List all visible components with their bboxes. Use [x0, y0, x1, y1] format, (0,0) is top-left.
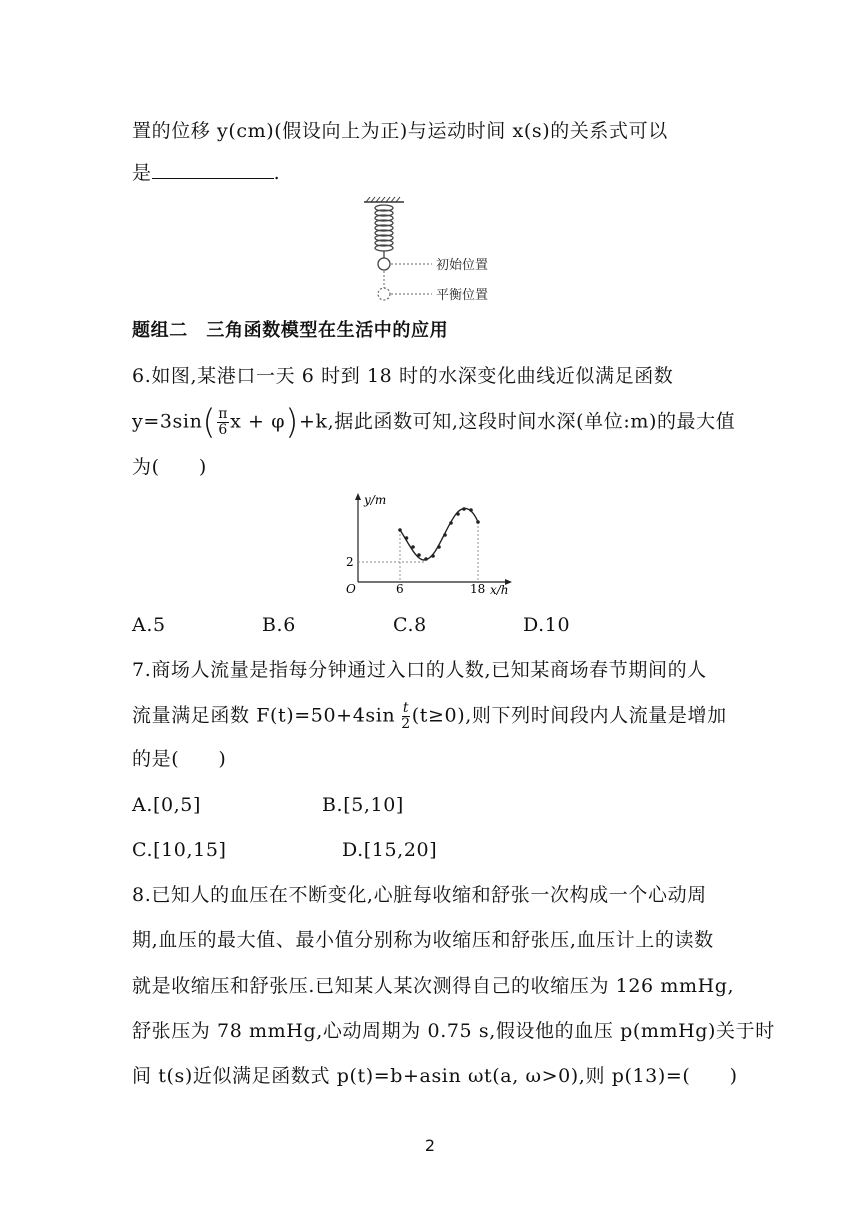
spring-figure — [360, 196, 510, 308]
x-tick-18: 18 — [470, 582, 486, 596]
q7-line-2-prefix: 流量满足函数 F(t)=50+4sin — [132, 704, 396, 727]
y-tick-2: 2 — [346, 555, 354, 569]
curve-point — [411, 545, 415, 549]
q8-line-5: 间 t(s)近似满足函数式 p(t)=b+asin ωt(a, ω>0),则 p(13)=( ) — [132, 1065, 738, 1087]
q7-line-3: 的是( ) — [132, 748, 227, 770]
q7-option-a: A.[0,5] — [132, 794, 202, 816]
fraction-pi-over-6 — [217, 407, 229, 438]
section-title: 题组二 三角函数模型在生活中的应用 — [132, 320, 449, 341]
left-paren: ( — [202, 402, 217, 443]
curve-point — [443, 533, 447, 537]
curve-point — [476, 520, 480, 524]
fraction-numerator: t — [402, 700, 410, 716]
label-initial-position: 初始位置 — [436, 258, 489, 273]
intro-line-2-prefix: 是 — [132, 162, 152, 184]
label-balance-position: 平衡位置 — [436, 288, 489, 303]
q6-water-depth-chart — [340, 490, 520, 596]
q6-option-c: C.8 — [393, 614, 427, 636]
curve-point — [417, 553, 421, 557]
fraction-denominator: 6 — [218, 422, 228, 438]
intro-line-2-suffix: . — [273, 162, 281, 184]
q8-line-4: 舒张压为 78 mmHg,心动周期为 0.75 s,假设他的血压 p(mmHg)关于时 — [132, 1020, 775, 1042]
q6-line-2 — [132, 402, 736, 443]
curve-point — [398, 528, 402, 532]
depth-curve — [400, 508, 478, 560]
q7-line-2-suffix: (t≥0),则下列时间段内人流量是增加 — [411, 704, 727, 727]
fraction-t-over-2 — [401, 701, 411, 732]
q8-line-3: 就是收缩压和舒张压.已知某人某次测得自己的收缩压为 126 mmHg, — [132, 975, 735, 997]
origin-label: O — [346, 582, 356, 596]
curve-point — [462, 507, 466, 511]
curve-point — [456, 512, 460, 516]
q8-line-2: 期,血压的最大值、最小值分别称为收缩压和舒张压,血压计上的读数 — [132, 929, 714, 951]
q6-line-2-suffix: +k,据此函数可知,这段时间水深(单位:m)的最大值 — [299, 410, 736, 433]
x-axis-label: x/h — [490, 583, 509, 596]
curve-point — [405, 536, 409, 540]
intro-line-1: 置的位移 y(cm)(假设向上为正)与运动时间 x(s)的关系式可以 — [132, 120, 668, 142]
q8-line-1: 8.已知人的血压在不断变化,心脏每收缩和舒张一次构成一个心动周 — [132, 884, 707, 906]
page-number: 2 — [424, 1136, 436, 1155]
curve-point — [469, 508, 473, 512]
q7-option-c: C.[10,15] — [132, 839, 227, 861]
answer-blank — [152, 160, 274, 179]
intro-line-2 — [132, 160, 280, 186]
q6-formula-mid: x + φ — [230, 410, 286, 433]
q7-option-d: D.[15,20] — [342, 839, 438, 861]
y-axis-label: y/m — [364, 493, 387, 507]
q7-line-1: 7.商场人流量是指每分钟通过入口的人数,已知某商场春节期间的人 — [132, 659, 707, 681]
right-paren: ) — [285, 402, 299, 443]
q6-line-3: 为( ) — [132, 456, 207, 478]
curve-point — [424, 557, 428, 561]
q6-option-b: B.6 — [262, 614, 296, 636]
q6-option-d: D.10 — [523, 614, 571, 636]
q6-option-a: A.5 — [132, 614, 166, 636]
q7-option-b: B.[5,10] — [322, 794, 404, 816]
q7-line-2 — [132, 701, 727, 732]
x-tick-6: 6 — [396, 582, 404, 596]
curve-point — [431, 554, 435, 558]
q6-line-1: 6.如图,某港口一天 6 时到 18 时的水深变化曲线近似满足函数 — [132, 365, 674, 387]
curve-point — [449, 521, 453, 525]
fraction-denominator: 2 — [401, 716, 411, 732]
curve-point — [437, 545, 441, 549]
q6-formula-prefix: y=3sin — [132, 410, 203, 433]
fraction-numerator: π — [218, 406, 229, 422]
